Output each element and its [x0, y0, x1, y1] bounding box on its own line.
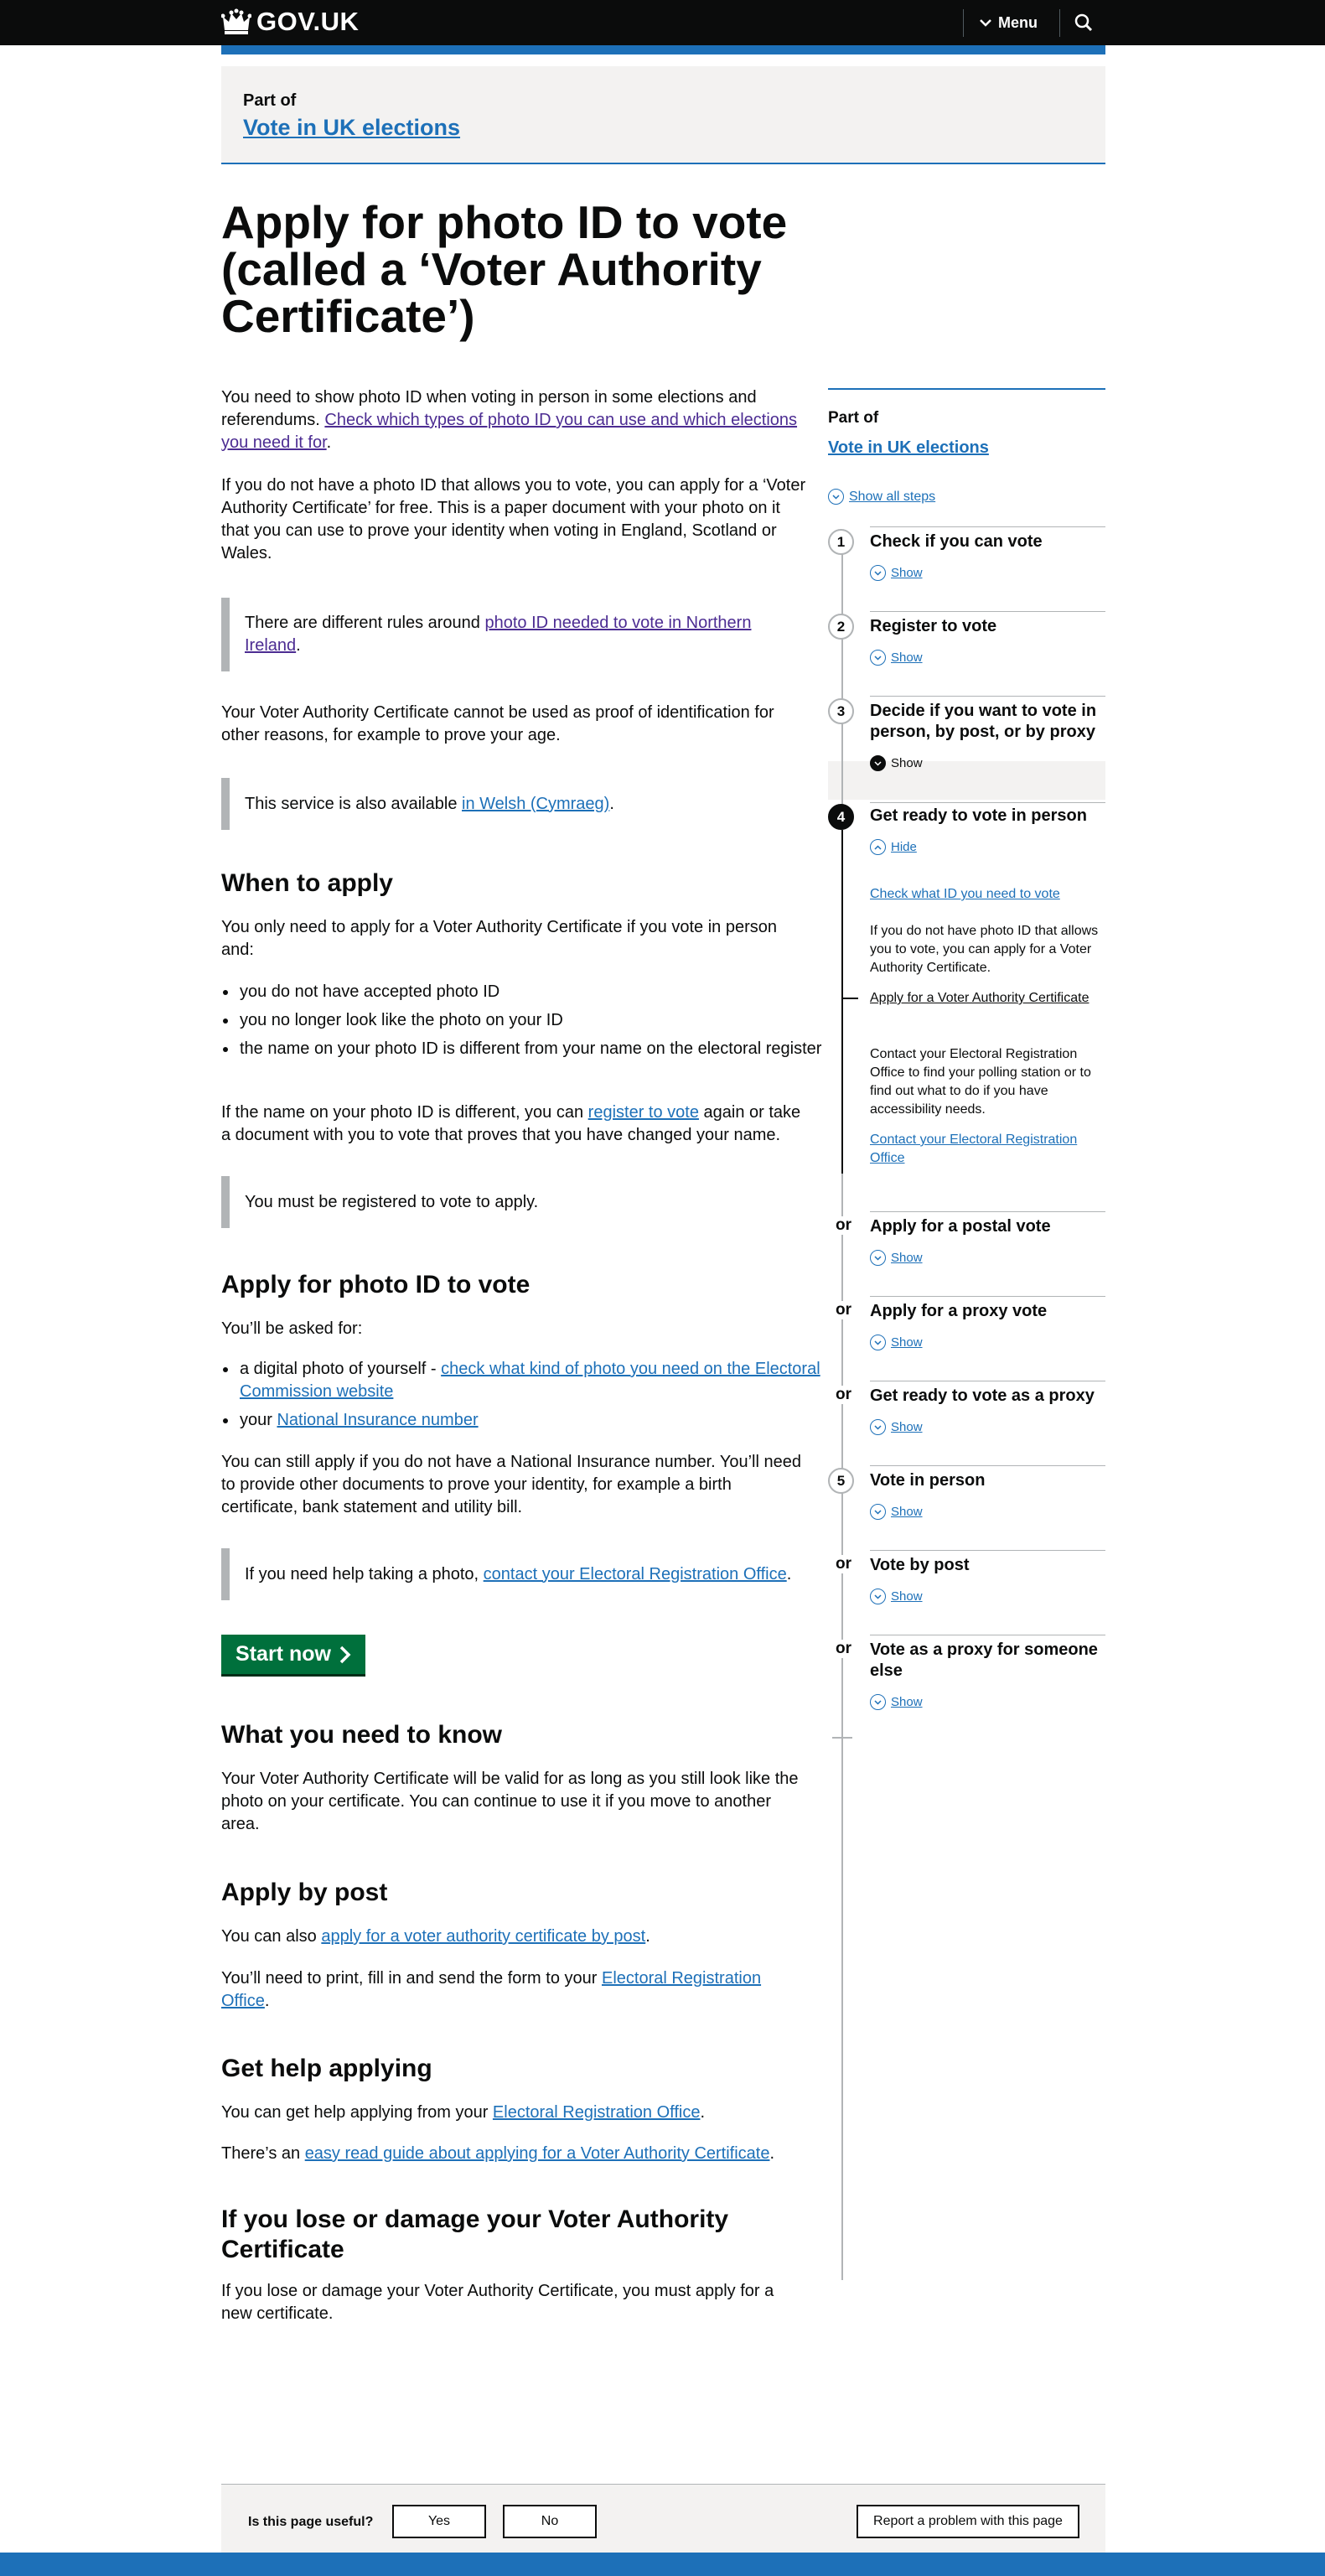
menu-label: Menu — [998, 13, 1038, 31]
inset-photo-end: . — [786, 1564, 792, 1583]
step-or-label: or — [836, 1386, 851, 1403]
chevron-down-icon — [870, 1250, 886, 1266]
inset-welsh — [221, 778, 808, 830]
show-label: Show — [891, 756, 923, 770]
help-p2-text: There’s an — [221, 2144, 305, 2163]
inset-photo-help — [221, 1548, 808, 1600]
help-p1-text: You can get help applying from your — [221, 2103, 493, 2122]
step-separator — [870, 1550, 1105, 1551]
inset-registered-text: You must be registered to vote to apply. — [245, 1192, 539, 1211]
post-paragraph-1 — [221, 1926, 808, 1948]
post-p1-end: . — [645, 1927, 650, 1946]
chevron-down-icon — [870, 1694, 886, 1710]
inset-ni-end: . — [296, 636, 301, 655]
post-p2-text: You’ll need to print, fill in and send the form to your — [221, 1969, 602, 1988]
easy-read-link[interactable]: easy read guide about applying for a Voter Authority Certificate — [304, 2144, 770, 2163]
inset-welsh-end: . — [609, 794, 614, 813]
apply-by-post-heading: Apply by post — [221, 1879, 388, 1906]
chevron-down-icon — [870, 650, 886, 666]
northern-ireland-link[interactable]: photo ID needed to vote in Northern Ireland — [245, 614, 752, 655]
step-title[interactable]: Vote in person — [870, 1471, 986, 1490]
photo-guidance-link[interactable]: check what kind of photo you need on the Electoral Commission website — [240, 1360, 820, 1401]
start-now-label: Start now — [235, 1642, 331, 1666]
step-show-button[interactable] — [870, 1694, 923, 1710]
asked-list — [221, 1358, 825, 1438]
report-problem-button[interactable]: Report a problem with this page — [857, 2505, 1079, 2538]
crown-icon — [221, 8, 251, 35]
chevron-down-icon — [870, 1504, 886, 1520]
list-item: • you no longer look like the photo on your ID — [238, 1009, 825, 1032]
not-proof-paragraph: Your Voter Authority Certificate cannot be used as proof of identification for other reasons, for example to prove your age. — [221, 703, 774, 744]
page-title: Apply for photo ID to vote (called a ‘Voter Authority Certificate’) — [221, 196, 788, 342]
photo-id-types-link[interactable]: Check which types of photo ID you can use and which elections you need it for — [221, 411, 798, 452]
chevron-down-icon — [980, 18, 991, 27]
hide-label: Hide — [891, 840, 917, 854]
step-line — [841, 542, 843, 2280]
show-label: Show — [891, 1589, 923, 1604]
chevron-down-icon — [870, 1335, 886, 1350]
chevron-down-icon — [870, 1419, 886, 1435]
step4-text-2: Contact your Electoral Registration Office to find your polling station or to find out what to do if you have accessibility needs. — [870, 1047, 1091, 1117]
header-blue-bar — [221, 45, 1105, 54]
post-p1-text: You can also — [221, 1927, 322, 1946]
list-item: • the name on your photo ID is different from your name on the electoral register — [238, 1038, 825, 1060]
step-nav-title-link[interactable]: Vote in UK elections — [828, 438, 989, 457]
help-paragraph-1 — [221, 2102, 808, 2124]
help-ero-link[interactable]: Electoral Registration Office — [492, 2103, 701, 2122]
chevron-down-icon — [870, 565, 886, 581]
intro-text: You need to show photo ID when voting in person in some elections and referendums. — [221, 388, 757, 429]
step-number: 4 — [828, 804, 854, 830]
lose-damage-heading: If you lose or damage your Voter Authority Certificate — [221, 2205, 729, 2263]
chevron-up-icon — [870, 839, 886, 855]
step-show-button[interactable] — [870, 565, 923, 581]
national-insurance-link[interactable]: National Insurance number — [277, 1411, 479, 1429]
apply-vac-link-active[interactable]: Apply for a Voter Authority Certificate — [870, 991, 1090, 1005]
step-or-label: or — [836, 1640, 851, 1657]
step-title[interactable]: Vote by post — [870, 1556, 970, 1574]
chevron-down-icon — [828, 489, 844, 505]
show-label: Show — [891, 1335, 923, 1350]
step-separator — [870, 696, 1105, 697]
lose-paragraph: If you lose or damage your Voter Authority Certificate, you must apply for a new certificate. — [221, 2282, 774, 2323]
register-to-vote-link[interactable]: register to vote — [587, 1103, 699, 1122]
step-show-button[interactable] — [870, 650, 923, 666]
inset-welsh-text: This service is also available — [245, 794, 462, 813]
chevron-right-icon — [339, 1646, 351, 1664]
step-or-label: or — [836, 1555, 851, 1573]
step-separator — [870, 1296, 1105, 1297]
asked-b1-text: a digital photo of yourself - — [240, 1360, 442, 1378]
step-title[interactable]: Decide if you want to vote in person, by post, or by proxy — [870, 702, 1097, 741]
step4-text: If you do not have photo ID that allows you to vote, you can apply for a Voter Authority Certificate. — [870, 924, 1099, 975]
show-label: Show — [891, 566, 923, 580]
step-hide-button[interactable] — [870, 839, 917, 855]
list-item: • you do not have accepted photo ID — [238, 981, 825, 1003]
feedback-no-button[interactable]: No — [503, 2505, 597, 2538]
asked-b2-text: your — [240, 1411, 277, 1429]
check-id-link[interactable]: Check what ID you need to vote — [870, 887, 1060, 901]
inset-ni-text: There are different rules around — [245, 614, 485, 632]
search-button[interactable] — [1071, 10, 1096, 35]
step-number: 3 — [828, 698, 854, 724]
active-step-line — [841, 830, 843, 1174]
what-you-need-heading: What you need to know — [221, 1721, 502, 1749]
name-different-paragraph — [221, 1101, 808, 1147]
step-title[interactable]: Get ready to vote as a proxy — [870, 1386, 1095, 1405]
start-now-button[interactable] — [221, 1635, 365, 1674]
step-show-button[interactable] — [870, 1589, 923, 1604]
intro-paragraph — [221, 386, 808, 454]
when-to-apply-heading: When to apply — [221, 869, 393, 897]
list-item — [238, 1358, 825, 1403]
apply-heading: Apply for photo ID to vote — [221, 1271, 531, 1298]
chevron-down-icon — [870, 1589, 886, 1604]
step-nav-top-border — [828, 388, 1105, 390]
valid-paragraph: Your Voter Authority Certificate will be valid for as long as you still look like the photo on your certificate. You can continue to use it if you move to another area. — [221, 1770, 799, 1833]
help-p2-end: . — [769, 2144, 775, 2163]
name-diff-text: If the name on your photo ID is different, you can — [221, 1103, 588, 1122]
show-label: Show — [891, 1505, 923, 1519]
step-title[interactable]: Apply for a postal vote — [870, 1217, 1051, 1236]
show-label: Show — [891, 1420, 923, 1434]
step-or-label: or — [836, 1216, 851, 1234]
govuk-logo[interactable] — [221, 5, 359, 39]
part-of-link[interactable]: Vote in UK elections — [243, 115, 461, 140]
step-number: 2 — [828, 614, 854, 640]
contact-ero-link[interactable]: contact your Electoral Registration Office — [483, 1564, 787, 1583]
step-title[interactable]: Vote as a proxy for someone else — [870, 1640, 1098, 1680]
step-show-button[interactable] — [870, 1250, 923, 1266]
header-divider — [963, 9, 964, 37]
show-label: Show — [891, 1695, 923, 1709]
asked-for-text: You’ll be asked for: — [221, 1319, 363, 1338]
step-title[interactable]: Check if you can vote — [870, 532, 1043, 551]
step-show-button[interactable] — [870, 1419, 923, 1435]
inset-northern-ireland — [221, 598, 808, 671]
step-nav-end-cap — [832, 1737, 852, 1739]
help-paragraph-2 — [221, 2143, 808, 2165]
step-nav-part-of: Part of — [828, 409, 879, 427]
chevron-down-icon — [870, 755, 886, 771]
contact-ero-step-link[interactable]: Contact your Electoral Registration Office — [870, 1133, 1078, 1165]
show-all-steps-button[interactable] — [828, 489, 935, 505]
paper-document-paragraph: If you do not have a photo ID that allows you to vote, you can apply for a ‘Voter Authority Certificate’ for free. This is a paper document with your photo on it that you can use to prove your identity when voting in England, Scotland or Wales. — [221, 476, 806, 562]
footer-blue-bar — [0, 2553, 1325, 2576]
inset-photo-text: If you need help taking a photo, — [245, 1564, 484, 1583]
name-diff-text-2: again or take a document with you to vote that proves that you have changed your name. — [221, 1103, 801, 1144]
step-show-button[interactable] — [870, 755, 923, 771]
intro-end: . — [326, 433, 332, 452]
menu-button[interactable] — [980, 10, 1038, 35]
when-list — [221, 981, 825, 1066]
get-help-heading: Get help applying — [221, 2055, 432, 2082]
post-paragraph-2 — [221, 1967, 808, 2013]
inset-registered — [221, 1176, 808, 1228]
step-or-label: or — [836, 1301, 851, 1319]
step-number: 5 — [828, 1468, 854, 1494]
search-icon — [1074, 13, 1093, 32]
post-p2-end: . — [264, 1992, 270, 2010]
step-show-button[interactable] — [870, 1504, 923, 1520]
feedback-yes-button[interactable]: Yes — [392, 2505, 486, 2538]
show-label: Show — [891, 1251, 923, 1265]
step-title[interactable]: Register to vote — [870, 617, 997, 635]
part-of-label: Part of — [243, 91, 297, 110]
step-title[interactable]: Apply for a proxy vote — [870, 1302, 1048, 1320]
step-show-button[interactable] — [870, 1335, 923, 1350]
help-p1-end: . — [700, 2103, 706, 2122]
apply-by-post-link[interactable]: apply for a voter authority certificate by post — [321, 1927, 646, 1946]
header-divider — [1059, 9, 1060, 37]
step-separator — [870, 526, 1105, 527]
step-separator — [870, 802, 1105, 803]
ero-link[interactable]: Electoral Registration Office — [221, 1969, 762, 2010]
step-number: 1 — [828, 529, 854, 555]
feedback-question: Is this page useful? — [248, 2515, 374, 2529]
feedback-bar — [221, 2484, 1105, 2553]
step-separator — [870, 1211, 1105, 1212]
step-title[interactable]: Get ready to vote in person — [870, 806, 1087, 825]
step-separator — [870, 1465, 1105, 1466]
when-intro: You only need to apply for a Voter Authority Certificate if you vote in person and: — [221, 918, 777, 959]
welsh-link[interactable]: in Welsh (Cymraeg) — [462, 794, 610, 813]
active-item-dash — [841, 998, 858, 999]
list-item — [238, 1409, 825, 1432]
logo-text: GOV.UK — [256, 7, 360, 36]
no-ni-paragraph: You can still apply if you do not have a National Insurance number. You’ll need to provide other documents to prove your identity, for example a birth certificate, bank statement and utility bill. — [221, 1453, 801, 1516]
show-all-label: Show all steps — [849, 489, 936, 504]
site-header — [0, 0, 1325, 45]
part-of-banner — [221, 66, 1105, 164]
step-separator — [870, 611, 1105, 612]
show-label: Show — [891, 650, 923, 665]
